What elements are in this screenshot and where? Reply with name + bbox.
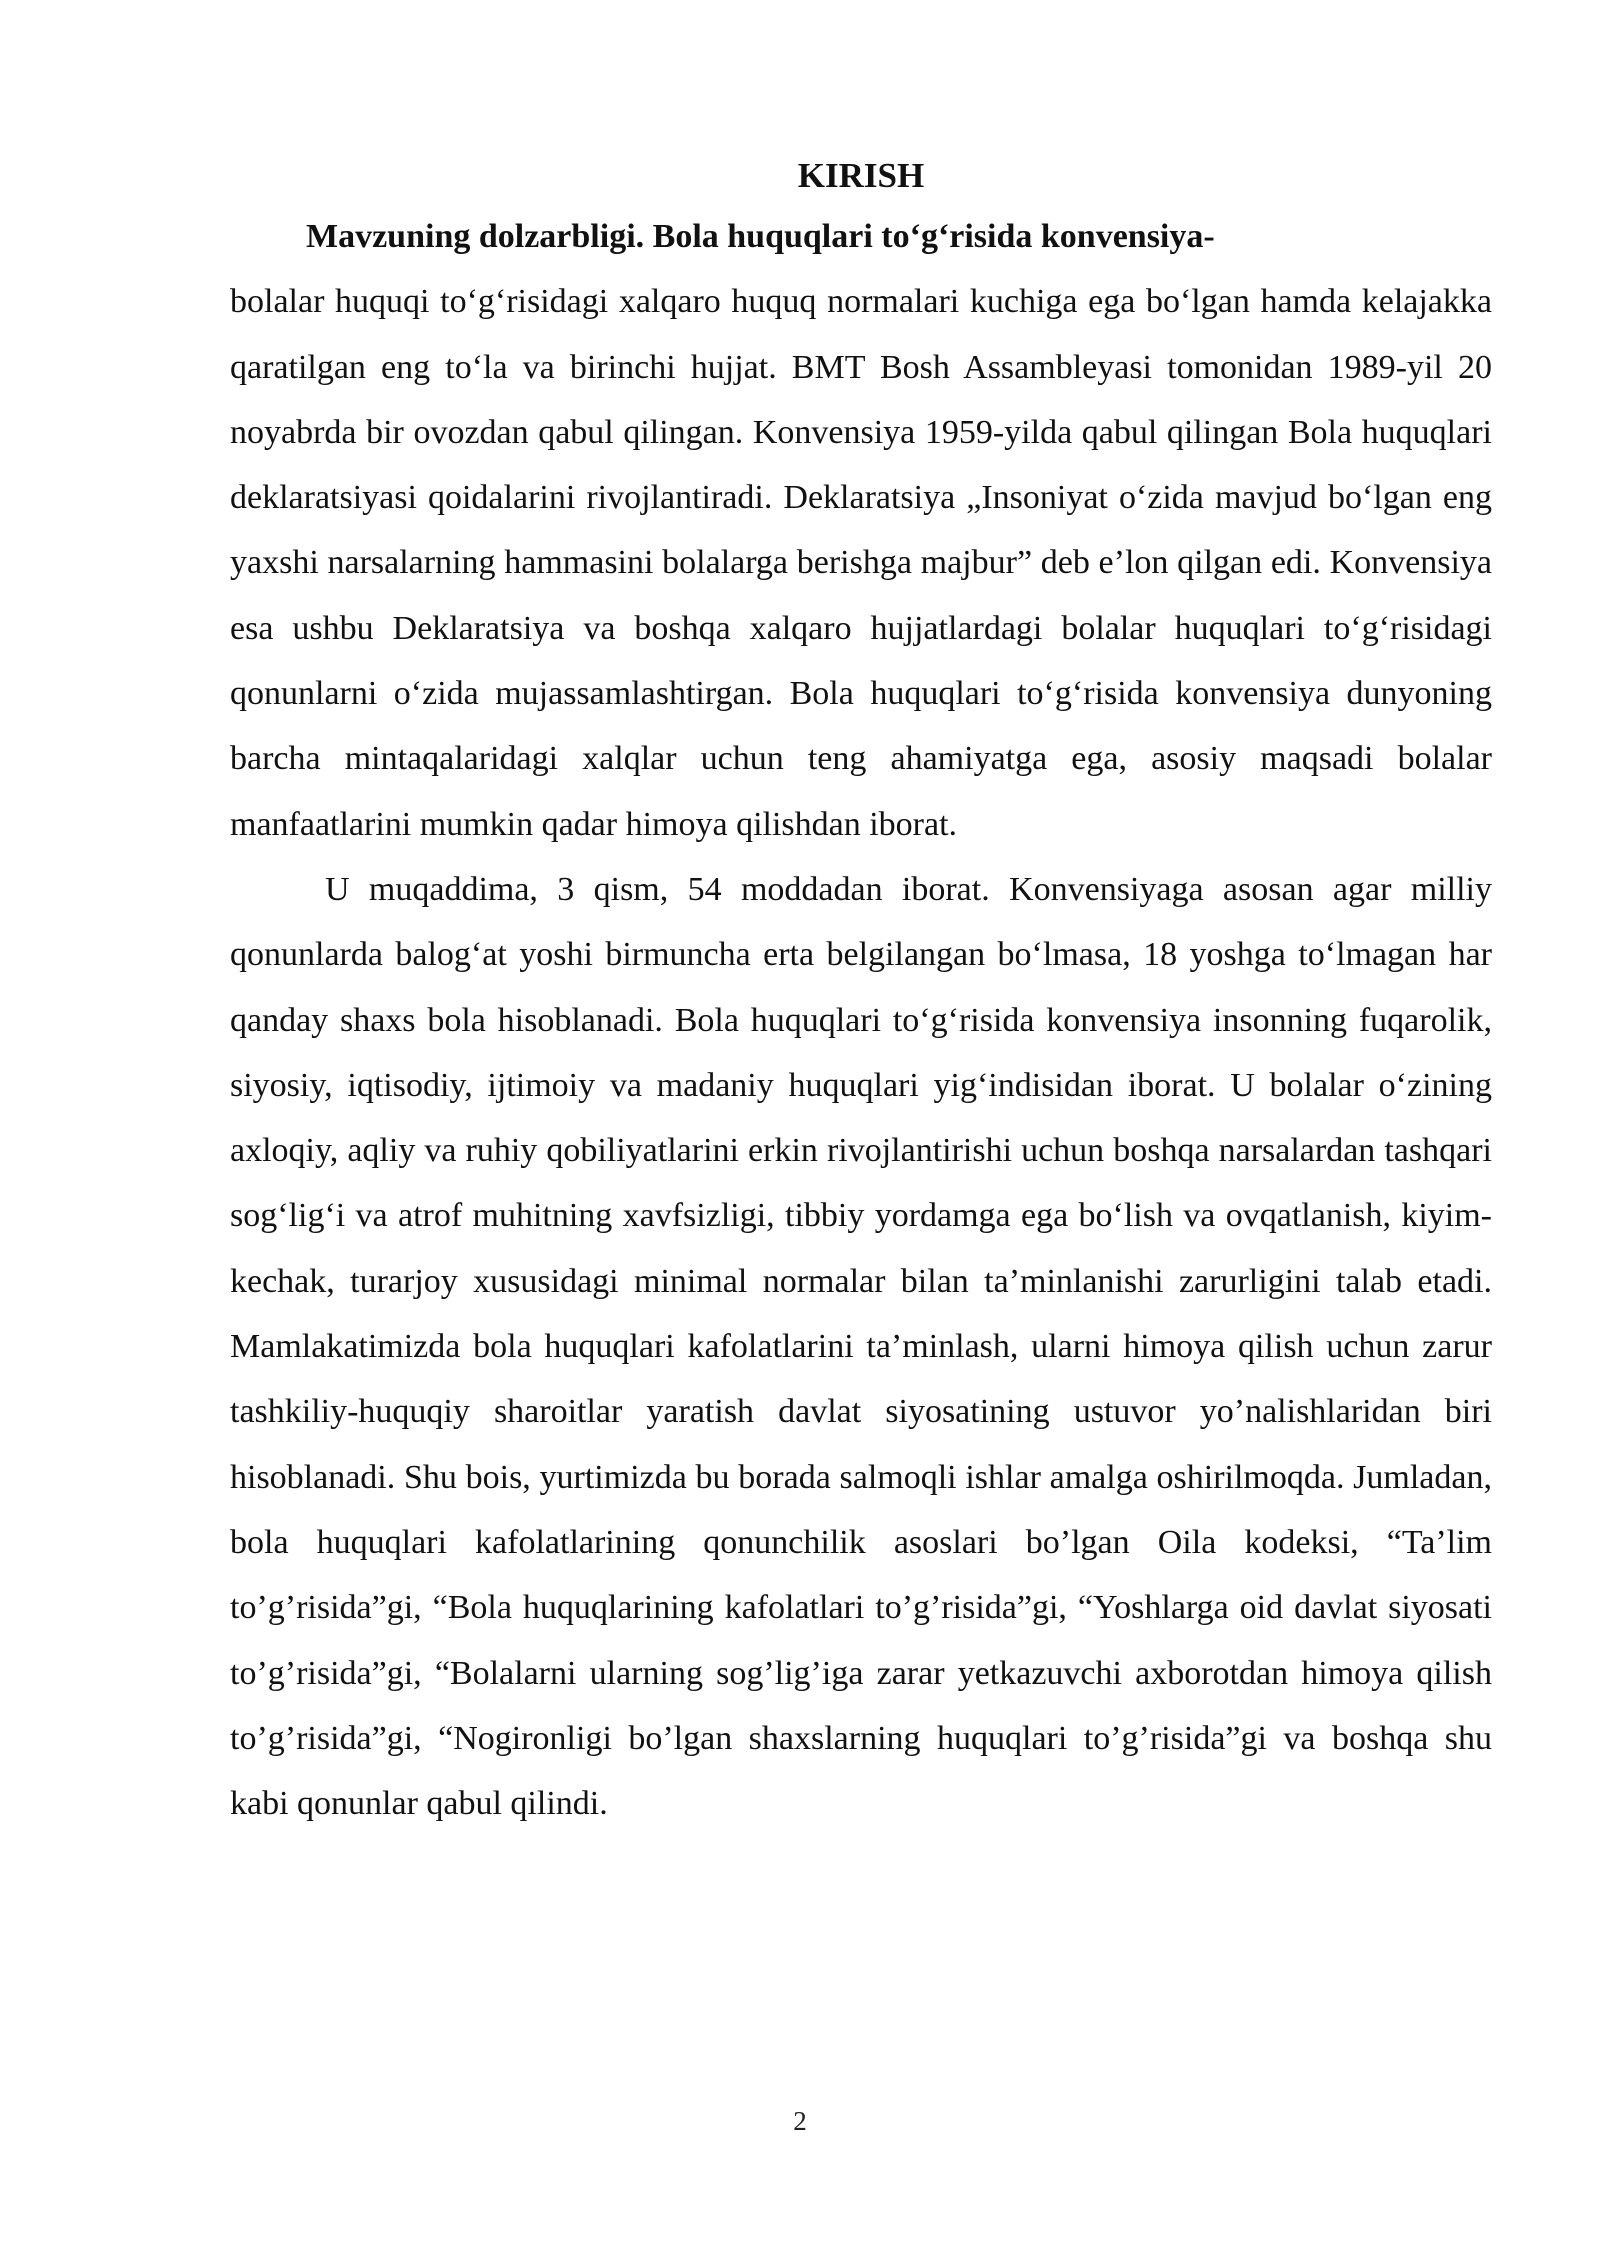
paragraph-body: bolalar huquqi to‘g‘risidagi xalqaro huquq normalari kuchiga ega bo‘lgan hamda kelajakka qaratilgan eng to‘la va birinchi hujjat. BMT Bosh Assambleyasi tomonidan 1989-yil 20 noyabrda bir ovozdan qabul qilingan. Konvensiya 1959-yilda qabul qilingan Bola huquqlari deklaratsiyasi qoidalarini rivojlantiradi. Deklaratsiya „Insoniyat o‘zida mavjud bo‘lgan eng yaxshi narsalarning hammasini bolalarga berishga majbur” deb e’lon qilgan edi. Konvensiya esa ushbu Deklaratsiya va boshqa xalqaro hujjatlardagi bolalar huquqlari to‘g‘risidagi qonunlarni o‘zida mujassamlashtirgan. Bola huquqlari to‘g‘risida konvensiya dunyoning barcha mintaqalaridagi xalqlar uchun teng ahamiyatga ega, asosiy maqsadi bolalar manfaatlarini mumkin qadar himoya qilishdan iborat.	[230, 283, 1492, 843]
paragraph-lead: Mavzuning dolzarbligi. Bola huquqlari to‘g‘risida konvensiya-	[306, 218, 1215, 255]
intro-paragraph	[230, 204, 1492, 857]
section-heading: KIRISH	[797, 156, 925, 195]
second-paragraph: U muqaddima, 3 qism, 54 moddadan iborat. Konvensiyaga asosan agar milliy qonunlarda balog‘at yoshi birmuncha erta belgilangan bo‘lmasa, 18 yoshga to‘lmagan har qanday shaxs bola hisoblanadi. Bola huquqlari to‘g‘risida konvensiya insonning fuqarolik, siyosiy, iqtisodiy, ijtimoiy va madaniy huquqlari yig‘indisidan iborat. U bolalar o‘zining axloqiy, aqliy va ruhiy qobiliyatlarini erkin rivojlantirishi uchun boshqa narsalardan tashqari sog‘lig‘i va atrof muhitning xavfsizligi, tibbiy yordamga ega bo‘lish va ovqatlanish, kiyim-kechak, turarjoy xususidagi minimal normalar bilan ta’minlanishi zarurligini talab etadi. Mamlakatimizda bola huquqlari kafolatlarini ta’minlash, ularni himoya qilish uchun zarur tashkiliy-huquqiy sharoitlar yaratish davlat siyosatining ustuvor yo’nalishlaridan biri hisoblanadi. Shu bois, yurtimizda bu borada salmoqli ishlar amalga oshirilmoqda. Jumladan, bola huquqlari kafolatlarining qonunchilik asoslari bo’lgan Oila kodeksi, “Ta’lim to’g’risida”gi, “Bola huquqlarining kafolatlari to’g’risida”gi, “Yoshlarga oid davlat siyosati to’g’risida”gi, “Bolalarni ularning sog’lig’iga zarar yetkazuvchi axborotdan himoya qilish to’g’risida”gi, “Nogironligi bo’lgan shaxslarning huquqlari to’g’risida”gi va boshqa shu kabi qonunlar qabul qilindi.	[230, 870, 1492, 1823]
page-number: 2	[793, 2106, 807, 2136]
page-content	[230, 148, 1492, 1836]
